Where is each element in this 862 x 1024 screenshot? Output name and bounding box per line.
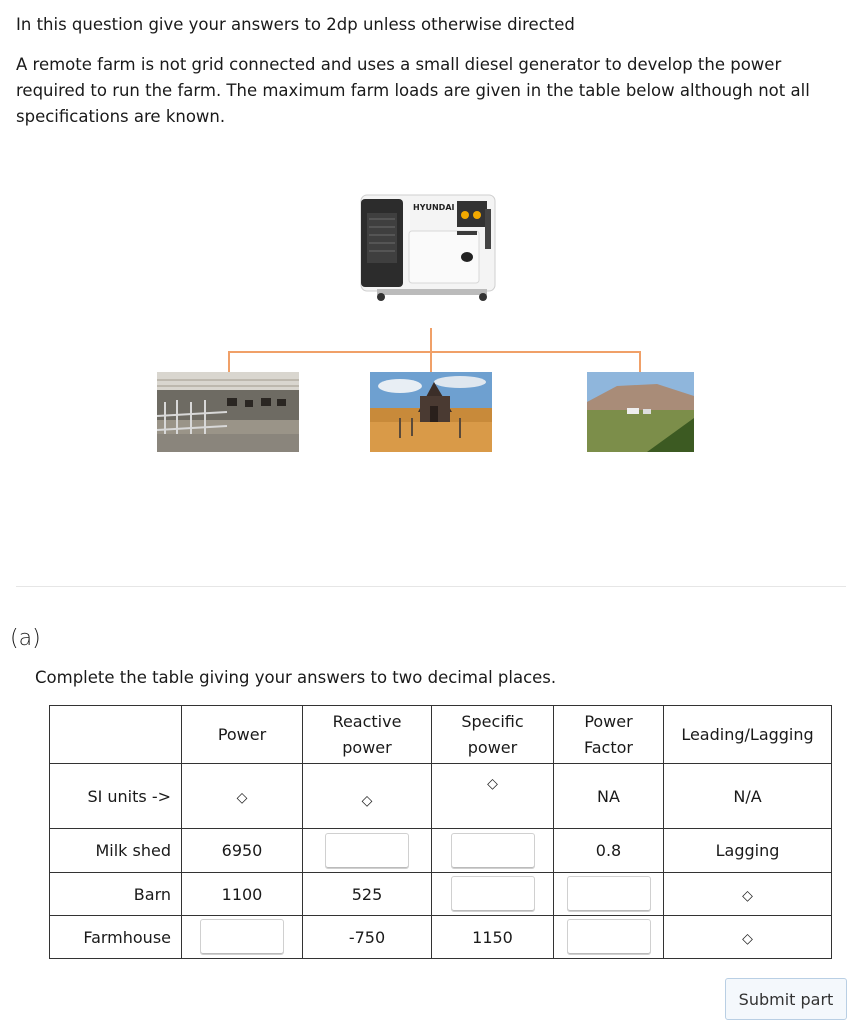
question-intro	[16, 12, 836, 144]
barn-leading-lagging-select[interactable]	[664, 873, 832, 916]
barn-pf-cell	[554, 873, 664, 916]
select-arrows-icon[interactable]: ◇	[742, 930, 753, 947]
barn-image	[370, 372, 492, 452]
si-reactive-select[interactable]	[303, 764, 432, 829]
milk-shed-reactive-cell	[303, 829, 432, 873]
generator-image	[357, 185, 499, 303]
barn-specific-cell	[432, 873, 554, 916]
header-specific-power: Specific power	[432, 706, 554, 764]
si-power-factor: NA	[554, 764, 664, 829]
select-arrows-icon[interactable]: ◇	[361, 792, 373, 809]
milk-shed-power: 6950	[182, 829, 303, 873]
barn-row	[50, 873, 832, 916]
milk-shed-reactive-input[interactable]	[325, 833, 409, 869]
milk-shed-power-factor: 0.8	[554, 829, 664, 873]
farmhouse-power-factor-input[interactable]	[567, 919, 651, 955]
farmhouse-reactive: -750	[303, 916, 432, 959]
milk-shed-leading-lagging: Lagging	[664, 829, 832, 873]
farmhouse-specific: 1150	[432, 916, 554, 959]
si-specific-select[interactable]	[432, 764, 554, 829]
milk-shed-specific-cell	[432, 829, 554, 873]
intro-line-2: A remote farm is not grid connected and uses a small diesel generator to develop the power required to run the farm. The maximum farm loads are given in the table below although not all specifications are known.	[16, 55, 810, 126]
wire-drop-main	[430, 328, 432, 372]
header-empty	[50, 706, 182, 764]
intro-line-1: In this question give your answers to 2dp unless otherwise directed	[16, 15, 575, 34]
section-divider	[16, 586, 846, 587]
barn-specific-input[interactable]	[451, 876, 535, 912]
si-leading-lagging: N/A	[664, 764, 832, 829]
milk-shed-row	[50, 829, 832, 873]
select-arrows-icon[interactable]: ◇	[742, 887, 753, 904]
header-reactive-power: Reactive power	[303, 706, 432, 764]
si-units-label: SI units ->	[50, 764, 182, 829]
farmhouse-power-cell	[182, 916, 303, 959]
wire-horizontal	[228, 351, 641, 353]
si-power-select[interactable]	[182, 764, 303, 829]
milk-shed-label: Milk shed	[50, 829, 182, 873]
farmhouse-label: Farmhouse	[50, 916, 182, 959]
header-row	[50, 706, 832, 764]
part-label: (a)	[10, 626, 41, 651]
barn-reactive: 525	[303, 873, 432, 916]
farmhouse-row	[50, 916, 832, 959]
barn-power-factor-input[interactable]	[567, 876, 651, 912]
si-units-row	[50, 764, 832, 829]
wire-drop-left	[228, 351, 230, 373]
part-instruction: Complete the table giving your answers to two decimal places.	[35, 668, 557, 687]
barn-label: Barn	[50, 873, 182, 916]
farmhouse-pf-cell	[554, 916, 664, 959]
answer-table	[49, 705, 832, 959]
milk-shed-image	[157, 372, 299, 452]
farmhouse-power-input[interactable]	[200, 919, 284, 955]
select-arrows-icon[interactable]: ◇	[487, 775, 498, 792]
submit-part-button[interactable]: Submit part	[725, 978, 847, 1020]
header-power: Power	[182, 706, 303, 764]
farmhouse-leading-lagging-select[interactable]	[664, 916, 832, 959]
header-power-factor: Power Factor	[554, 706, 664, 764]
select-arrows-icon[interactable]: ◇	[236, 789, 248, 806]
header-leading-lagging: Leading/Lagging	[664, 706, 832, 764]
barn-power: 1100	[182, 873, 303, 916]
generator-brand: HYUNDAI	[413, 203, 455, 212]
farmhouse-image	[587, 372, 694, 452]
wire-drop-right	[639, 351, 641, 373]
milk-shed-specific-input[interactable]	[451, 833, 535, 869]
